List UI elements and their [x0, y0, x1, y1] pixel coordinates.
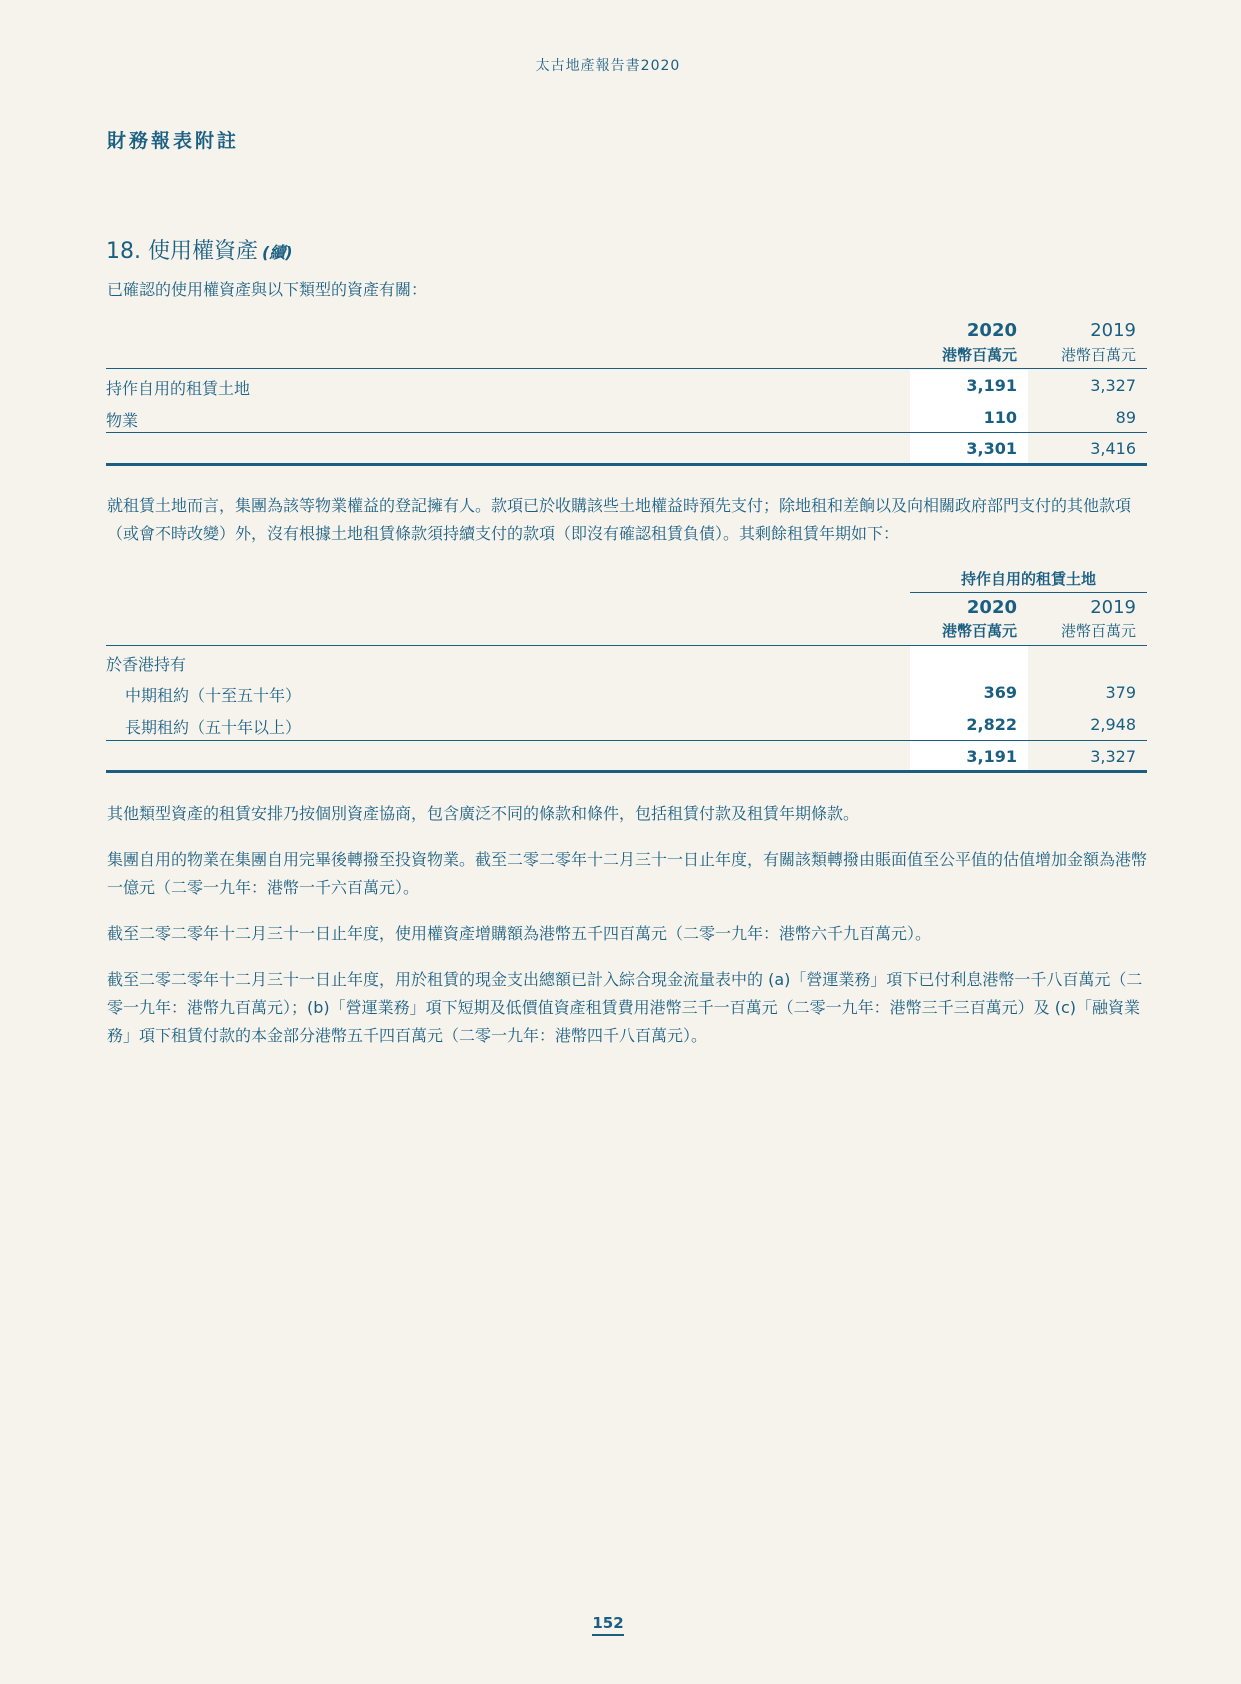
value-2020: 110: [983, 408, 1017, 427]
table-total-row: [106, 433, 1147, 465]
note-intro: 已確認的使用權資產與以下類型的資產有關：: [107, 280, 428, 299]
table-section-row: [106, 646, 1147, 678]
col-2020-unit: 港幣百萬元: [941, 346, 1017, 364]
table-bottom-rule: [106, 770, 1147, 773]
table-row: [106, 677, 1147, 709]
row-label: 持作自用的租賃土地: [106, 379, 251, 398]
value-2019: 379: [1105, 683, 1136, 702]
table-bottom-rule: [106, 463, 1147, 466]
value-2020: 369: [983, 683, 1017, 702]
table-total-row: [106, 741, 1147, 773]
col-2019-year: 2019: [1090, 597, 1136, 618]
group-header-line: [910, 592, 1147, 593]
transfer-paragraph: 集團自用的物業在集團自用完畢後轉撥至投資物業。截至二零二零年十二月三十一日止年度，有關該類轉撥由賬面值至公平值的估值增加金額為港幣一億元（二零一九年：港幣一千六百萬元）。: [107, 850, 1148, 897]
value-2019: 2,948: [1090, 715, 1136, 734]
col-2019-unit: 港幣百萬元: [1060, 622, 1136, 640]
total-2019: 3,327: [1090, 747, 1136, 766]
report-title: 太古地產報告書2020: [535, 58, 681, 74]
col-2020-year: 2020: [966, 320, 1017, 341]
cash-outflow-paragraph: 截至二零二零年十二月三十一日止年度，用於租賃的現金支出總額已計入綜合現金流量表中的 (a)「營運業務」項下已付利息港幣一千八百萬元（二零一九年：港幣九百萬元）；(b)「營運業務」項下短期及低價值資產租賃費用港幣三千一百萬元（二零一九年：港幣三千三百萬元）及 (c)「融資業務」項下租賃付款的本金部分港幣五千四百萬元（二零一九年：港幣四千八百萬元）。: [107, 970, 1143, 1045]
section-label: 於香港持有: [106, 655, 187, 674]
total-2019: 3,416: [1090, 439, 1136, 458]
total-2020: 3,191: [966, 747, 1017, 766]
total-2020: 3,301: [966, 439, 1017, 458]
table-row: [106, 709, 1147, 741]
table-row: [106, 402, 1147, 434]
note-heading: [106, 234, 293, 265]
value-2020: 3,191: [966, 376, 1017, 395]
leasehold-paragraph: 就租賃土地而言，集團為該等物業權益的登記擁有人。款項已於收購該些土地權益時預先支付；除地租和差餉以及向相關政府部門支付的其他款項（或會不時改變）外，沒有根據土地租賃條款須持續支付的款項（即沒有確認租賃負債）。其剩餘租賃年期如下：: [107, 496, 1132, 543]
group-header: 持作自用的租賃土地: [960, 570, 1096, 588]
additions-paragraph: 截至二零二零年十二月三十一日止年度，使用權資產增購額為港幣五千四百萬元（二零一九年：港幣六千九百萬元）。: [107, 924, 932, 943]
section-title: 財務報表附註: [107, 130, 240, 152]
table-row: [106, 370, 1147, 402]
note-title: 18. 使用權資產: [106, 239, 258, 264]
value-2019: 89: [1115, 408, 1136, 427]
value-2020: 2,822: [966, 715, 1017, 734]
other-leases-paragraph: 其他類型資產的租賃安排乃按個別資產協商，包含廣泛不同的條款和條件，包括租賃付款及租賃年期條款。: [107, 804, 860, 823]
header-divider: [106, 368, 1147, 369]
row-label: 長期租約（五十年以上）: [125, 718, 302, 737]
col-2019-unit: 港幣百萬元: [1060, 346, 1136, 364]
col-2020-year: 2020: [966, 597, 1017, 618]
continued-label: (續): [261, 243, 293, 262]
page-number-text: 152: [592, 1614, 623, 1636]
col-2020-unit: 港幣百萬元: [941, 622, 1017, 640]
value-2019: 3,327: [1090, 376, 1136, 395]
page-number: [0, 1614, 1216, 1632]
col-2019-year: 2019: [1090, 320, 1136, 341]
row-label: 物業: [106, 411, 139, 430]
row-label: 中期租約（十至五十年）: [125, 686, 302, 705]
